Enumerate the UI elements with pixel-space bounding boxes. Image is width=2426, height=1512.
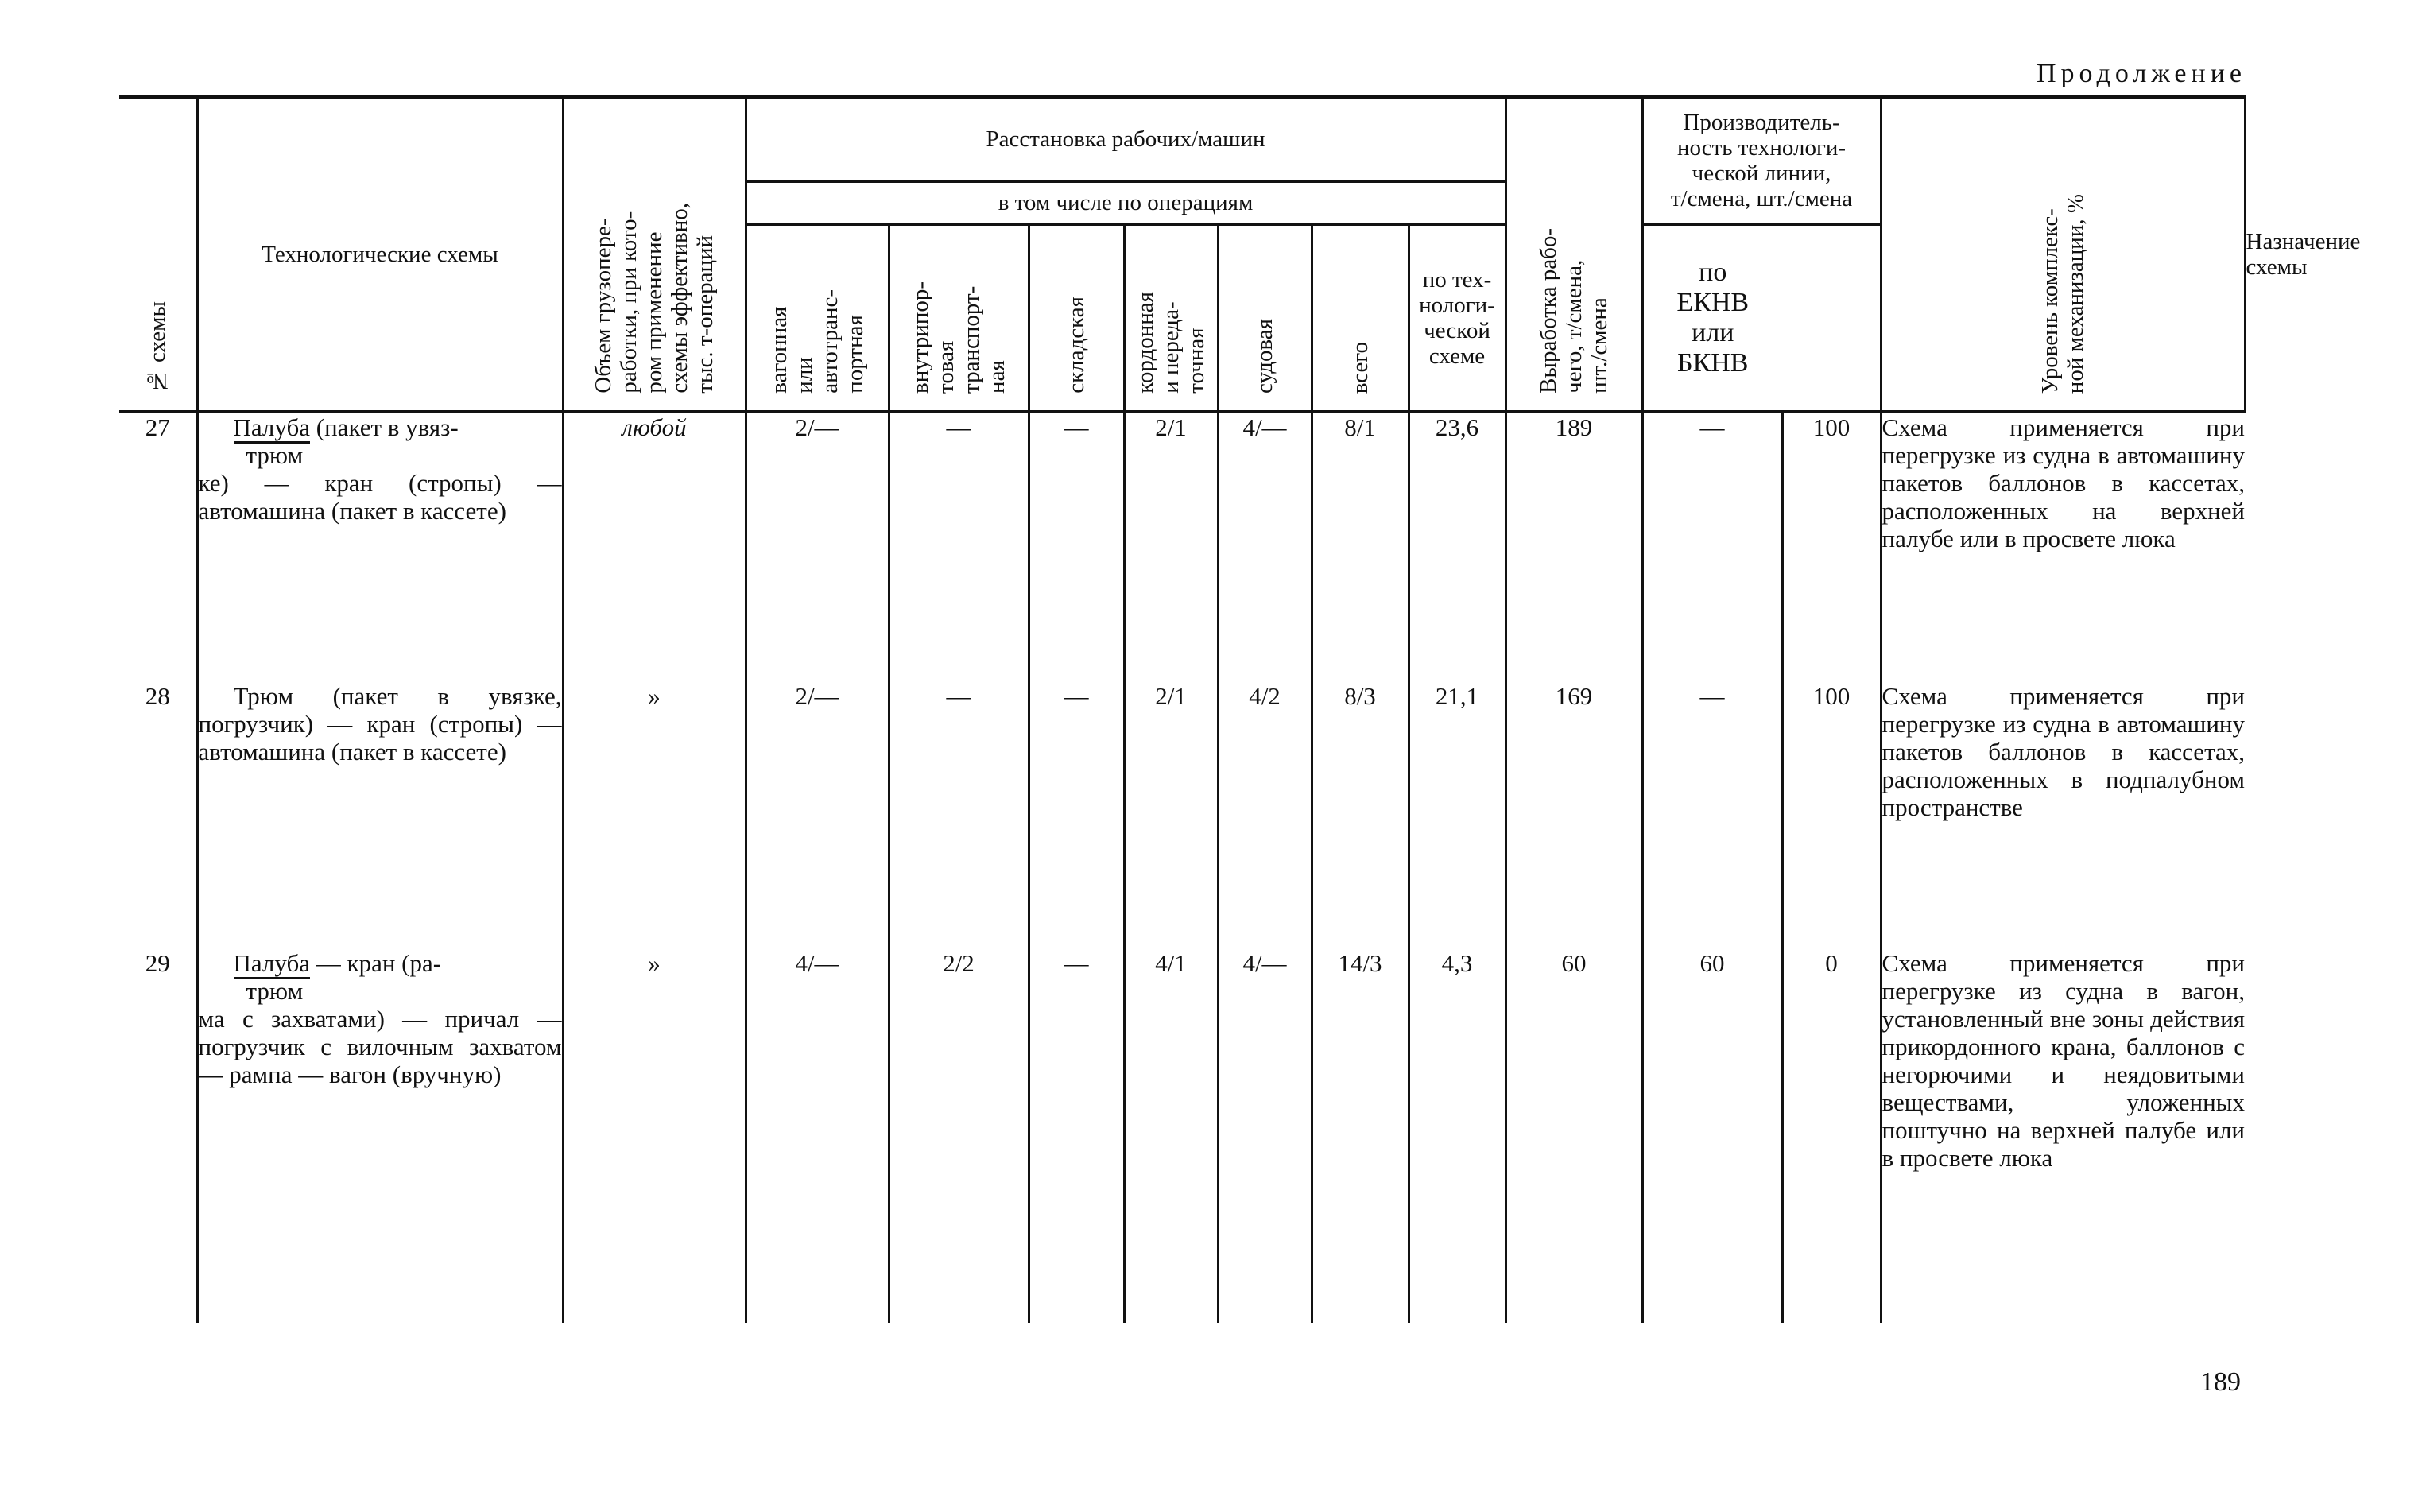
- op-cordon-value: 2/1: [1124, 412, 1218, 682]
- row-num: 27: [119, 412, 197, 682]
- header-prod-tech: по тех- нологи- ческой схеме: [1409, 224, 1506, 412]
- op-total-value: 8/1: [1312, 412, 1409, 682]
- scheme-text: Палуба (пакет в увяз- трюм ке) — кран (стропы) — автомашина (пакет в кассете): [197, 412, 563, 682]
- header-num: № схемы: [119, 97, 197, 412]
- op-ship-value: 4/2: [1218, 682, 1312, 949]
- row-num: 28: [119, 682, 197, 949]
- op-ship-value: 4/—: [1218, 949, 1312, 1323]
- row-num: 29: [119, 949, 197, 1323]
- header-volume: Объем грузопере- работки, при кото- ром применение схемы эффективно, тыс. т-операций: [563, 97, 746, 412]
- scheme-text: Трюм (пакет в увязке, погрузчик) — кран (стропы) — автомашина (пакет в кассете): [197, 682, 563, 949]
- prod-eknv-value: 60: [1642, 949, 1782, 1323]
- header-op-cordon: кордонная и переда- точная: [1124, 224, 1218, 412]
- mech-level-value: 100: [1782, 412, 1881, 682]
- output-value: 4,3: [1409, 949, 1506, 1323]
- purpose-text: Схема применяется при перегрузке из судна в вагон, установленный вне зоны действия прикордонного крана, баллонов с негорючими и неядовитыми веществами, уложенных поштучно на верхней палубе или в просвете люка: [1881, 949, 2245, 1323]
- continued-label: Продолжение: [2036, 59, 2246, 88]
- output-value: 21,1: [1409, 682, 1506, 949]
- op-total-value: 8/3: [1312, 682, 1409, 949]
- header-placement: Расстановка рабочих/машин: [746, 97, 1506, 181]
- output-value: 23,6: [1409, 412, 1506, 682]
- op-internal-value: —: [889, 412, 1029, 682]
- op-warehouse-value: —: [1029, 949, 1124, 1323]
- op-warehouse-value: —: [1029, 682, 1124, 949]
- header-op-warehouse: складская: [1029, 224, 1124, 412]
- header-op-ship: судовая: [1218, 224, 1312, 412]
- prod-tech-value: 60: [1506, 949, 1642, 1323]
- header-mech-level: Уровень комплекс- ной механизации, %: [1881, 97, 2245, 412]
- header-op-total: всего: [1312, 224, 1409, 412]
- volume-value: »: [563, 949, 746, 1323]
- volume-value: любой: [563, 412, 746, 682]
- prod-eknv-value: —: [1642, 412, 1782, 682]
- header-scheme: Технологические схемы: [197, 97, 563, 412]
- op-wagon-value: 2/—: [746, 682, 889, 949]
- prod-eknv-value: —: [1642, 682, 1782, 949]
- header-op-wagon: вагонная или автотранс- портная: [746, 224, 889, 412]
- prod-tech-value: 169: [1506, 682, 1642, 949]
- table-row: [119, 949, 2245, 1323]
- op-cordon-value: 2/1: [1124, 682, 1218, 949]
- op-internal-value: —: [889, 682, 1029, 949]
- header-output: Выработка рабо- чего, т/смена, шт./смена: [1506, 97, 1642, 412]
- header-prod-eknv: по ЕКНВ или БКНВ: [1642, 224, 1782, 412]
- op-internal-value: 2/2: [889, 949, 1029, 1323]
- table-row: [119, 412, 2245, 682]
- purpose-text: Схема применяется при перегрузке из судна в автомашину пакетов баллонов в кассетах, расположенных на верхней палубе или в просвете люка: [1881, 412, 2245, 682]
- header-incl-ops: в том числе по операциям: [746, 181, 1506, 224]
- table-row: [119, 682, 2245, 949]
- mech-level-value: 100: [1782, 682, 1881, 949]
- purpose-text: Схема применяется при перегрузке из судна в автомашину пакетов баллонов в кассетах, расположенных в подпалубном пространстве: [1881, 682, 2245, 949]
- volume-value: »: [563, 682, 746, 949]
- page-number: 189: [2200, 1367, 2241, 1397]
- mech-level-value: 0: [1782, 949, 1881, 1323]
- schemes-table: № схемы Технологические схемы Объем грузопере- работки, при кото- ром применение схемы эффективно, тыс. т-операций Расстановка рабочих/машин Выработка рабо- чего, т/смена, шт./смена Производитель- ность технологи- ческой линии, т/смена, шт./смена Уровень комплекс- ной механизации, % Назначение схемы в том числе по операциям вагонная или автотранс- портная внутрипор- товая транспорт- ная складская кордонная и переда- точная судовая всего по тех- нологи- ческой схеме по ЕКНВ или БКНВ 27 Палуба (пакет в увяз- трюм ке) — кран (стропы) — автомашина (пакет в кассете) любой 2/— — — 2/1 4/— 8/1 23,6 189 — 100 Схема применяется при перегрузке из судна в автомашину пакетов баллонов в кассетах, расположенных на верхней палубе или в просвете люка 28 Трюм (пакет в увязке, погрузчик) — кран (стропы) — автомашина (пакет в кассете) » 2/— — — 2/1 4/2 8/3 21,1 169 — 100 Схема применяется при перегрузке из судна в автомашину пакетов баллонов в кассетах, расположенных в подпалубном пространстве 29 Палуба — кран (ра- трюм ма с захватами) — причал — погрузчик с вилочным захватом — рампа — вагон (вручную) » 4/— 2/2 — 4/1 4/— 14/3 4,3 60 60 0 Схема применяется при перегрузке из судна в вагон, установленный вне зоны действия прикордонного крана, баллонов с негорючими и неядовитыми веществами, уложенных поштучно на верхней палубе или в просвете люка: [119, 95, 2245, 1323]
- header-productivity: Производитель- ность технологи- ческой линии, т/смена, шт./смена: [1642, 97, 1881, 224]
- scheme-text: Палуба — кран (ра- трюм ма с захватами) — причал — погрузчик с вилочным захватом — рампа — вагон (вручную): [197, 949, 563, 1323]
- op-total-value: 14/3: [1312, 949, 1409, 1323]
- prod-tech-value: 189: [1506, 412, 1642, 682]
- op-warehouse-value: —: [1029, 412, 1124, 682]
- op-wagon-value: 2/—: [746, 412, 889, 682]
- header-op-internal: внутрипор- товая транспорт- ная: [889, 224, 1029, 412]
- op-ship-value: 4/—: [1218, 412, 1312, 682]
- op-cordon-value: 4/1: [1124, 949, 1218, 1323]
- op-wagon-value: 4/—: [746, 949, 889, 1323]
